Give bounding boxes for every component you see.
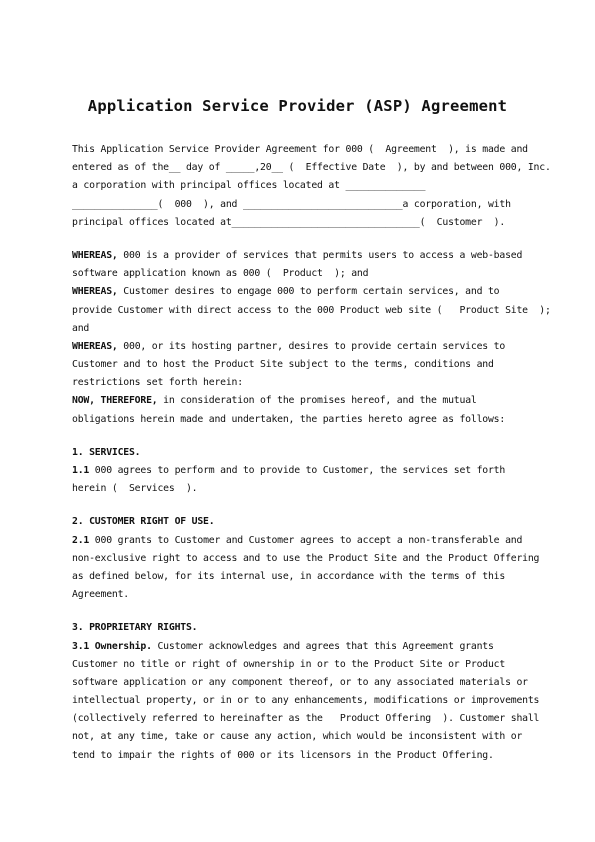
clause-line: (collectively referred to hereinafter as the Product Offering ). Customer shall	[72, 713, 540, 725]
whereas-label: WHEREAS,	[72, 249, 118, 261]
clause-line: software application or any component thereof, or to any associated materials or	[72, 676, 528, 688]
intro-line: a corporation with principal offices located at ______________	[72, 180, 426, 192]
clause-text: 000 grants to Customer and Customer agrees to accept a non-transferable and	[89, 534, 523, 546]
clause-line: non-exclusive right to access and to use the Product Site and the Product Offering	[72, 552, 540, 564]
recital-line: provide Customer with direct access to the 000 Product web site ( Product Site );	[72, 304, 551, 316]
recital-line	[72, 392, 542, 410]
section-heading: 3. PROPRIETARY RIGHTS.	[72, 622, 198, 634]
clause-line: herein ( Services ).	[72, 483, 198, 495]
document-body	[72, 141, 551, 765]
intro-line: principal offices located at_________________________________( Customer ).	[72, 216, 506, 228]
clause-line	[72, 638, 542, 656]
paragraph-gap	[72, 498, 542, 513]
clause-line: not, at any time, take or cause any action, which would be inconsistent with or	[72, 731, 523, 743]
clause-line: intellectual property, or in or to any enhancements, modifications or improvements	[72, 695, 540, 707]
clause-number: 3.1 Ownership.	[72, 640, 152, 652]
recital-line: and	[72, 322, 90, 334]
clause-line	[72, 532, 542, 550]
recital-line	[72, 247, 542, 265]
section-services	[72, 444, 542, 499]
section-heading: 2. CUSTOMER RIGHT OF USE.	[72, 516, 215, 528]
recital-line	[72, 338, 542, 356]
recital-line: obligations herein made and undertaken, the parties hereto agree as follows:	[72, 413, 506, 425]
clause-text: 000 agrees to perform and to provide to Customer, the services set forth	[89, 465, 506, 476]
paragraph-gap	[72, 429, 542, 444]
clause-line	[72, 462, 542, 480]
document-title: Application Service Provider (ASP) Agreement	[87, 97, 508, 115]
clause-text: Customer acknowledges and agrees that this Agreement grants	[151, 640, 494, 652]
recital-text: Customer desires to engage 000 to perform certain services, and to	[117, 286, 500, 298]
recital-text: 000, or its hosting partner, desires to provide certain services to	[117, 340, 506, 352]
paragraph-gap	[72, 604, 542, 619]
section-proprietary-rights	[72, 619, 542, 765]
intro-paragraph	[72, 141, 551, 232]
clause-line: tend to impair the rights of 000 or its licensors in the Product Offering.	[72, 749, 494, 761]
section-heading: 1. SERVICES.	[72, 446, 141, 458]
recital-line	[72, 283, 542, 301]
clause-line: Customer no title or right of ownership in or to the Product Site or Product	[72, 658, 506, 670]
recital-text: in consideration of the promises hereof, and the mutual	[157, 395, 477, 407]
paragraph-gap	[72, 232, 542, 247]
clause-number: 2.1	[72, 534, 90, 546]
recital-line: Customer and to host the Product Site subject to the terms, conditions and	[72, 359, 494, 371]
recital-text: 000 is a provider of services that permits users to access a web-based	[117, 249, 523, 261]
whereas-label: WHEREAS,	[72, 340, 118, 352]
clause-line: Agreement.	[72, 589, 129, 601]
recital-line: software application known as 000 ( Product ); and	[72, 268, 369, 280]
recital-line: restrictions set forth herein:	[72, 377, 243, 389]
recitals	[72, 247, 551, 429]
intro-line: This Application Service Provider Agreement for 000 ( Agreement ), is made and	[72, 144, 528, 155]
intro-line: _______________( 000 ), and ____________________________a corporation, with	[72, 198, 511, 210]
intro-line: entered as of the__ day of _____,20__ ( Effective Date ), by and between 000, Inc.	[72, 162, 551, 174]
now-therefore-label: NOW, THEREFORE,	[72, 395, 158, 407]
whereas-label: WHEREAS,	[72, 286, 118, 298]
clause-line: as defined below, for its internal use, in accordance with the terms of this	[72, 570, 506, 582]
section-customer-right-of-use	[72, 513, 542, 604]
clause-number: 1.1	[72, 465, 90, 476]
